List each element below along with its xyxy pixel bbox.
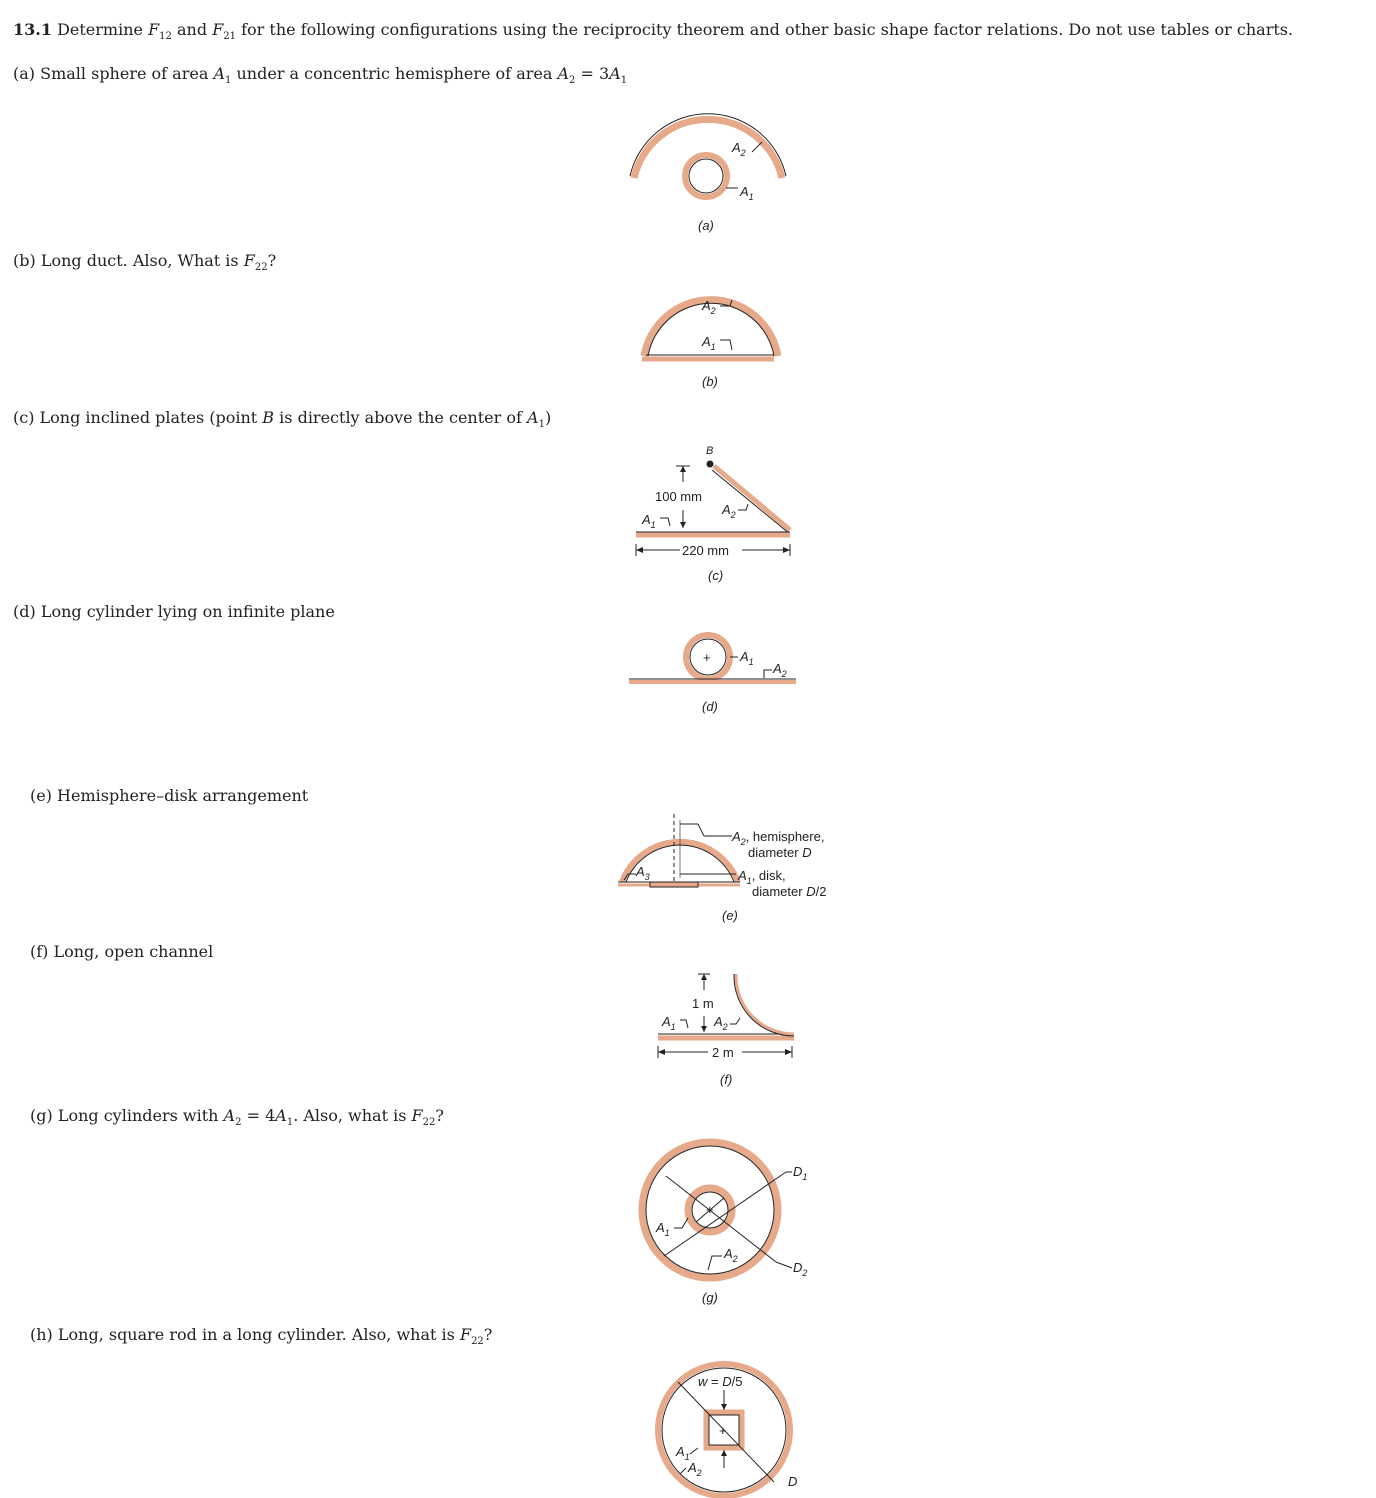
problem-statement [13,20,1293,42]
part-g-eq: = 4 [246,1106,276,1125]
part-g-sub3: 22 [422,1117,436,1129]
header-text-2: and [177,20,208,39]
label-g-D2: $D_2$ [793,1260,808,1278]
figure-a [620,92,800,242]
header-text-3: for the following configurations using the reciprocity theorem and other basic shape factor relations. Do not use tables or charts. [241,20,1294,39]
figure-e [612,812,852,930]
label-g-A1: $A_1$ [656,1220,670,1238]
label-d-A2: $A_2$ [773,661,787,679]
symbol-f12-sub: 12 [159,31,172,43]
symbol-f21: F [212,20,224,39]
caption-a: (a) [698,218,714,233]
part-a-var3: A [609,64,621,83]
figure-g [636,1136,826,1311]
part-f-text [30,942,213,961]
part-g-var1: A [223,1106,236,1125]
point-b [707,461,714,468]
part-c-text [13,408,551,430]
part-b-sub1: 22 [254,262,268,274]
center-mark-h: + [719,1423,727,1438]
cylinder-center: + [703,650,711,665]
part-a-prefix: (a) Small sphere of area [13,64,209,83]
sphere-a1 [685,155,727,197]
part-a-text [13,64,627,86]
label-h-D: D [788,1474,798,1489]
part-b-prefix: (b) Long duct. Also, What is [13,251,239,270]
part-d-label: (d) Long cylinder lying on infinite plane [13,602,335,621]
part-h-text [30,1325,492,1347]
part-c-var1: B [262,408,275,427]
label-b-A1: $A_1$ [702,334,716,352]
part-h-prefix: (h) Long, square rod in a long cylinder. Also, what is [30,1325,455,1344]
part-a-mid: under a concentric hemisphere of area [236,64,553,83]
channel-arc-a2 [736,974,794,1034]
part-d-text [13,602,335,621]
part-h-suffix: ? [483,1325,493,1344]
label-c-A2: $A_2$ [722,502,736,520]
figure-f [650,966,810,1091]
label-c-A1: $A_1$ [642,512,656,530]
part-g-var3: F [411,1106,423,1125]
label-e-A3: $A_3$ [636,864,650,882]
part-b-text [13,251,276,273]
part-a-sub3: 1 [620,75,628,87]
part-e-text [30,786,308,805]
part-g-sub1: 2 [235,1117,242,1129]
figure-d [626,625,806,720]
label-d-A1: $A_1$ [740,649,754,667]
label-f-A2: $A_2$ [714,1014,728,1032]
part-h-var1: F [459,1325,472,1344]
part-b-var1: F [243,251,255,270]
problem-number: 13.1 [13,20,52,39]
label-a-A1: $A_1$ [740,184,754,202]
label-h-A1: $A_1$ [676,1444,690,1462]
label-e-A2-diameter: diameter D [748,845,812,860]
caption-g: (g) [702,1290,718,1305]
label-e-A1: $A_1$, disk, [738,868,786,886]
disk-e-a1 [650,882,698,887]
part-c-prefix: (c) Long inclined plates (point [13,408,258,427]
caption-c: (c) [708,568,724,583]
hemisphere-a2 [634,119,782,178]
dim-c-height: 100 mm [655,489,702,504]
figure-h [648,1358,818,1498]
label-g-D1: $D_1$ [793,1164,808,1182]
part-c-mid: is directly above the center of [279,408,522,427]
caption-d: (d) [702,699,718,714]
dim-f-height: 1 m [692,996,714,1011]
part-g-mid: . Also, what is [293,1106,407,1125]
caption-e: (e) [722,908,738,923]
label-f-A1: $A_1$ [662,1014,676,1032]
symbol-f21-sub: 21 [223,31,237,43]
part-a-sub2: 2 [569,75,576,87]
header-text-1: Determine [57,20,143,39]
label-h-width: w = D/5 [698,1374,743,1389]
part-h-sub1: 22 [471,1336,484,1348]
label-a-A2: $A_2$ [732,140,746,158]
label-e-A2: $A_2$, hemisphere, [732,829,825,847]
caption-b: (b) [702,374,718,389]
part-g-text [30,1106,444,1128]
figure-b [632,280,792,395]
caption-f: (f) [720,1072,733,1087]
part-c-var2: A [527,408,539,427]
dim-f-width: 2 m [712,1045,734,1060]
part-e-label: (e) Hemisphere–disk arrangement [30,786,309,805]
inclined-plate-a2 [714,466,790,530]
part-a-var2: A [557,64,570,83]
part-a-eq: = 3 [580,64,610,83]
label-g-A2: $A_2$ [724,1246,738,1264]
part-c-suffix: ) [544,408,552,427]
figure-c [630,438,805,588]
part-g-sub2: 1 [286,1117,294,1129]
dim-c-width: 220 mm [682,543,729,558]
label-e-A1-diameter: diameter D/2 [752,884,827,899]
part-a-sub1: 1 [225,75,232,87]
part-f-label: (f) Long, open channel [30,942,214,961]
label-h-A2: $A_2$ [688,1460,702,1478]
part-g-var2: A [275,1106,287,1125]
symbol-f12: F [148,20,160,39]
part-c-sub2: 1 [538,419,545,431]
label-b-A2: $A_2$ [702,298,716,316]
part-g-suffix: ? [435,1106,444,1125]
part-a-var1: A [213,64,226,83]
part-g-prefix: (g) Long cylinders with [30,1106,219,1125]
label-point-b: B [706,445,714,457]
center-mark-g: + [706,1202,714,1217]
part-b-suffix: ? [267,251,277,270]
